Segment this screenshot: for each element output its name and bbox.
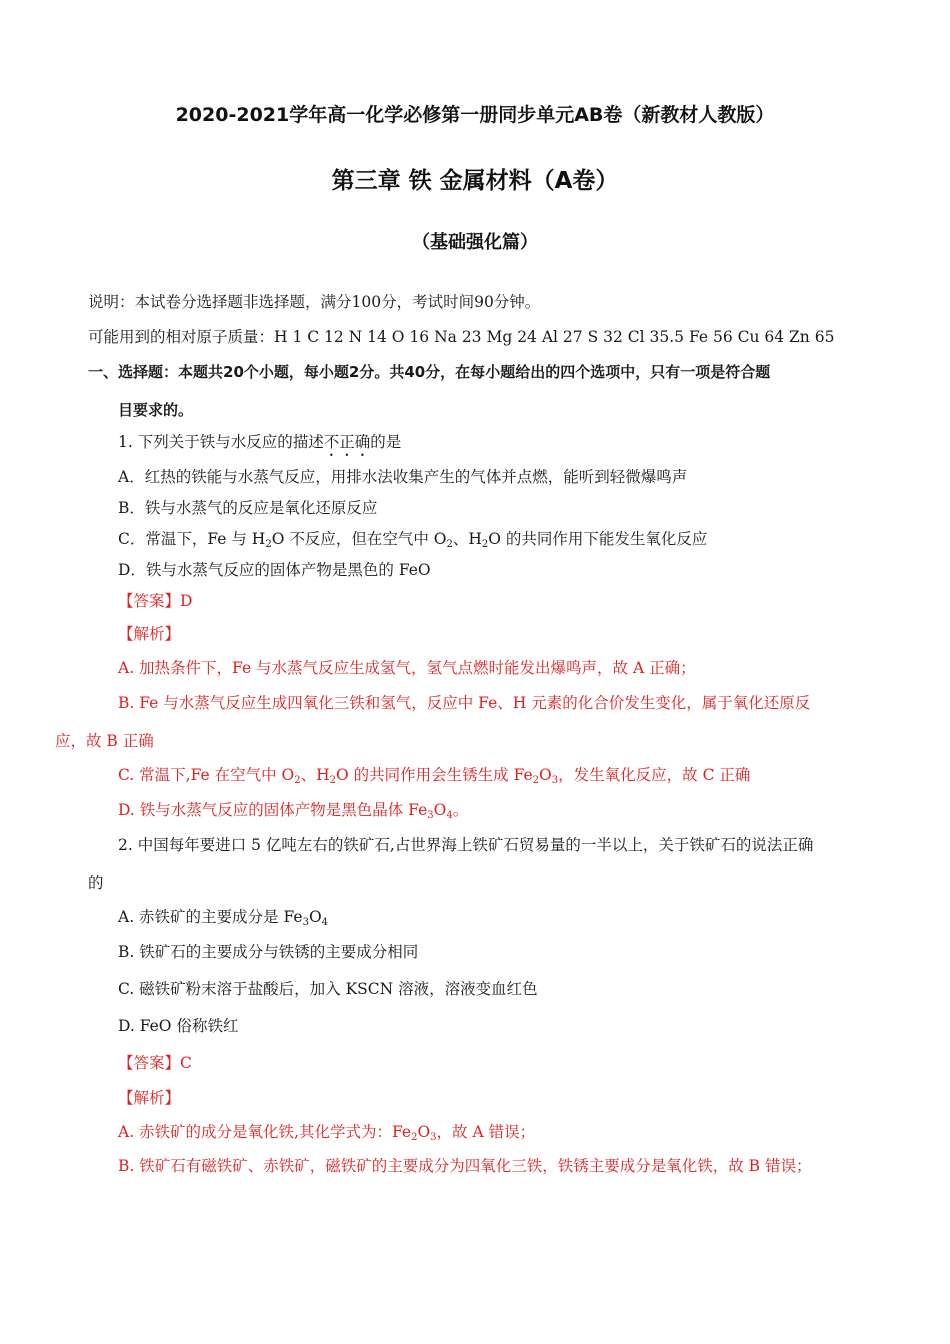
q1-c-part: C．常温下，Fe 与 H: [118, 530, 266, 548]
q1-stem-emphasis: 不正确: [323, 433, 371, 451]
q1-explanation-d: [118, 800, 468, 820]
q1-stem-end: 的是: [370, 433, 402, 451]
q1-option-c: [118, 529, 707, 549]
question-2-stem: 2. 中国每年要进口 5 亿吨左右的铁矿石,占世界海上铁矿石贸易量的一半以上，关于铁矿石的说法正确: [118, 836, 814, 854]
q1-option-b: B．铁与水蒸气的反应是氧化还原反应: [118, 499, 378, 517]
q1-exp-d-sub: 4: [446, 810, 453, 821]
q1-answer: 【答案】D: [118, 592, 193, 610]
q2-a-sub: 3: [302, 917, 309, 928]
q2-a-part: O: [308, 908, 322, 926]
q1-stem-text: 1. 下列关于铁与水反应的描述: [118, 433, 324, 451]
section-heading: 一、选择题：本题共20个小题，每小题2分。共40分，在每小题给出的四个选项中，只有一项是符合题: [88, 363, 771, 381]
q1-option-d: D．铁与水蒸气反应的固体产物是黑色的 FeO: [118, 561, 431, 579]
question-1-stem: [118, 432, 401, 460]
q1-c-sub: 2: [265, 539, 272, 550]
q1-exp-c-part: 、H: [300, 766, 330, 784]
q1-exp-d-part: D. 铁与水蒸气反应的固体产物是黑色晶体 Fe: [118, 801, 428, 819]
question-2-stem-cont: 的: [88, 874, 104, 892]
q1-exp-c-part: O 的共同作用会生锈生成 Fe: [336, 766, 533, 784]
q1-c-part: 、H: [452, 530, 482, 548]
q2-option-b: B. 铁矿石的主要成分与铁锈的主要成分相同: [118, 943, 419, 961]
q1-exp-c-part: ，发生氧化反应，故 C 正确: [558, 766, 751, 784]
q1-exp-c-sub: 3: [551, 775, 559, 786]
q2-explanation-a: [118, 1122, 535, 1142]
q1-c-part: O 的共同作用下能发生氧化反应: [488, 530, 708, 548]
q1-exp-c-part: O: [539, 766, 552, 784]
document-title: 2020-2021学年高一化学必修第一册同步单元AB卷（新教材人教版）: [175, 104, 775, 126]
section-heading-cont: 目要求的。: [118, 401, 194, 419]
q1-c-sub: 2: [446, 539, 453, 550]
q2-a-part: A. 赤铁矿的主要成分是 Fe: [118, 908, 303, 926]
q1-option-a: A．红热的铁能与水蒸气反应，用排水法收集产生的气体并点燃，能听到轻微爆鸣声: [118, 468, 688, 486]
q2-exp-a-part: A. 赤铁矿的成分是氧化铁,其化学式为：Fe: [118, 1123, 412, 1141]
q1-explanation-b: B. Fe 与水蒸气反应生成四氧化三铁和氢气，反应中 Fe、H 元素的化合价发生变化，属于氧化还原反: [118, 694, 811, 712]
q1-explanation-b-cont: 应，故 B 正确: [55, 732, 154, 750]
q2-exp-a-part: O: [417, 1123, 431, 1141]
q1-explanation-c: [118, 765, 750, 785]
q2-analysis-label: 【解析】: [118, 1089, 181, 1107]
q1-c-sub: 2: [481, 539, 489, 550]
q1-exp-c-sub: 2: [329, 775, 337, 786]
q1-exp-c-sub: 2: [532, 775, 540, 786]
q2-a-sub: 4: [321, 917, 329, 928]
chapter-title: 第三章 铁 金属材料（A卷）: [331, 168, 619, 194]
q2-exp-a-sub: 3: [430, 1132, 437, 1143]
q2-explanation-b: B. 铁矿石有磁铁矿、赤铁矿，磁铁矿的主要成分为四氧化三铁，铁锈主要成分是氧化铁，故 B 错误；: [118, 1157, 812, 1175]
subtitle: （基础强化篇）: [412, 232, 538, 253]
q1-exp-d-sub: 3: [427, 810, 434, 821]
q1-exp-c-sub: 2: [294, 775, 301, 786]
q2-option-c: C. 磁铁矿粉末溶于盐酸后，加入 KSCN 溶液，溶液变血红色: [118, 980, 538, 998]
atomic-masses: 可能用到的相对原子质量：H 1 C 12 N 14 O 16 Na 23 Mg 24 Al 27 S 32 Cl 35.5 Fe 56 Cu 64 Zn 65: [88, 328, 835, 346]
q1-exp-d-part: O: [433, 801, 447, 819]
q1-explanation-a: A. 加热条件下，Fe 与水蒸气反应生成氢气，氢气点燃时能发出爆鸣声，故 A 正确；: [118, 659, 696, 677]
q2-exp-a-part: ，故 A 错误；: [436, 1123, 536, 1141]
q2-option-d: D. FeO 俗称铁红: [118, 1017, 239, 1035]
q1-exp-c-part: C. 常温下,Fe 在空气中 O: [118, 766, 295, 784]
q1-exp-d-part: 。: [452, 801, 469, 819]
q1-c-part: O 不反应，但在空气中 O: [271, 530, 447, 548]
q2-exp-a-sub: 2: [411, 1132, 418, 1143]
q2-answer: 【答案】C: [118, 1054, 192, 1072]
q2-option-a: [118, 907, 328, 927]
q1-analysis-label: 【解析】: [118, 625, 181, 643]
exam-note: 说明：本试卷分选择题非选择题，满分100分，考试时间90分钟。: [88, 293, 541, 311]
